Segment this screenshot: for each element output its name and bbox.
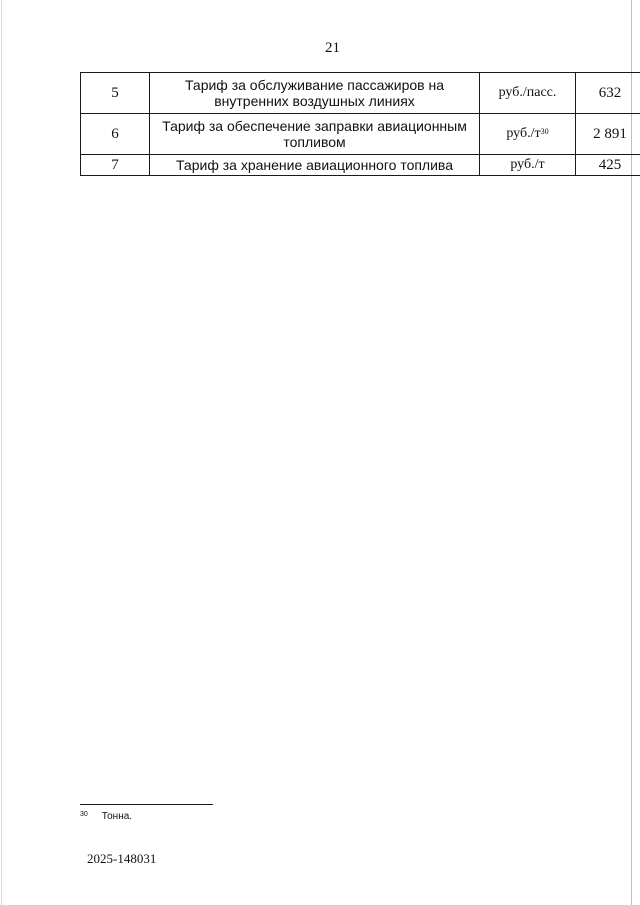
tariff-unit xyxy=(480,73,576,114)
tariff-name: Тариф за обслуживание пассажиров на внутренних воздушных линиях xyxy=(150,73,480,114)
page-left-edge xyxy=(1,0,2,905)
footnote xyxy=(80,811,132,822)
row-number: 7 xyxy=(81,155,150,176)
unit-text: руб./пасс. xyxy=(498,85,557,100)
unit-text: руб./т xyxy=(510,157,545,172)
footnote-mark: 30 xyxy=(80,811,88,818)
footnote-text: Тонна. xyxy=(101,811,133,822)
document-number: 2025-148031 xyxy=(87,851,157,866)
tariff-unit xyxy=(480,155,576,176)
page-number: 21 xyxy=(325,40,340,56)
table-row xyxy=(81,73,640,114)
footnote-separator xyxy=(80,804,213,805)
tariff-name: Тариф за хранение авиационного топлива xyxy=(150,155,480,176)
tariff-name: Тариф за обеспечение заправки авиационным топливом xyxy=(150,114,480,155)
tariff-value: 425 xyxy=(576,155,640,176)
row-number: 5 xyxy=(81,73,150,114)
table-row xyxy=(81,155,640,176)
unit-footnote-ref: 30 xyxy=(540,127,549,136)
row-number: 6 xyxy=(81,114,150,155)
table-row xyxy=(81,114,640,155)
unit-text: руб./т xyxy=(506,126,541,141)
tariff-value: 2 891 xyxy=(576,114,640,155)
tariff-unit xyxy=(480,114,576,155)
tariff-value: 632 xyxy=(576,73,640,114)
tariff-table xyxy=(80,72,640,176)
